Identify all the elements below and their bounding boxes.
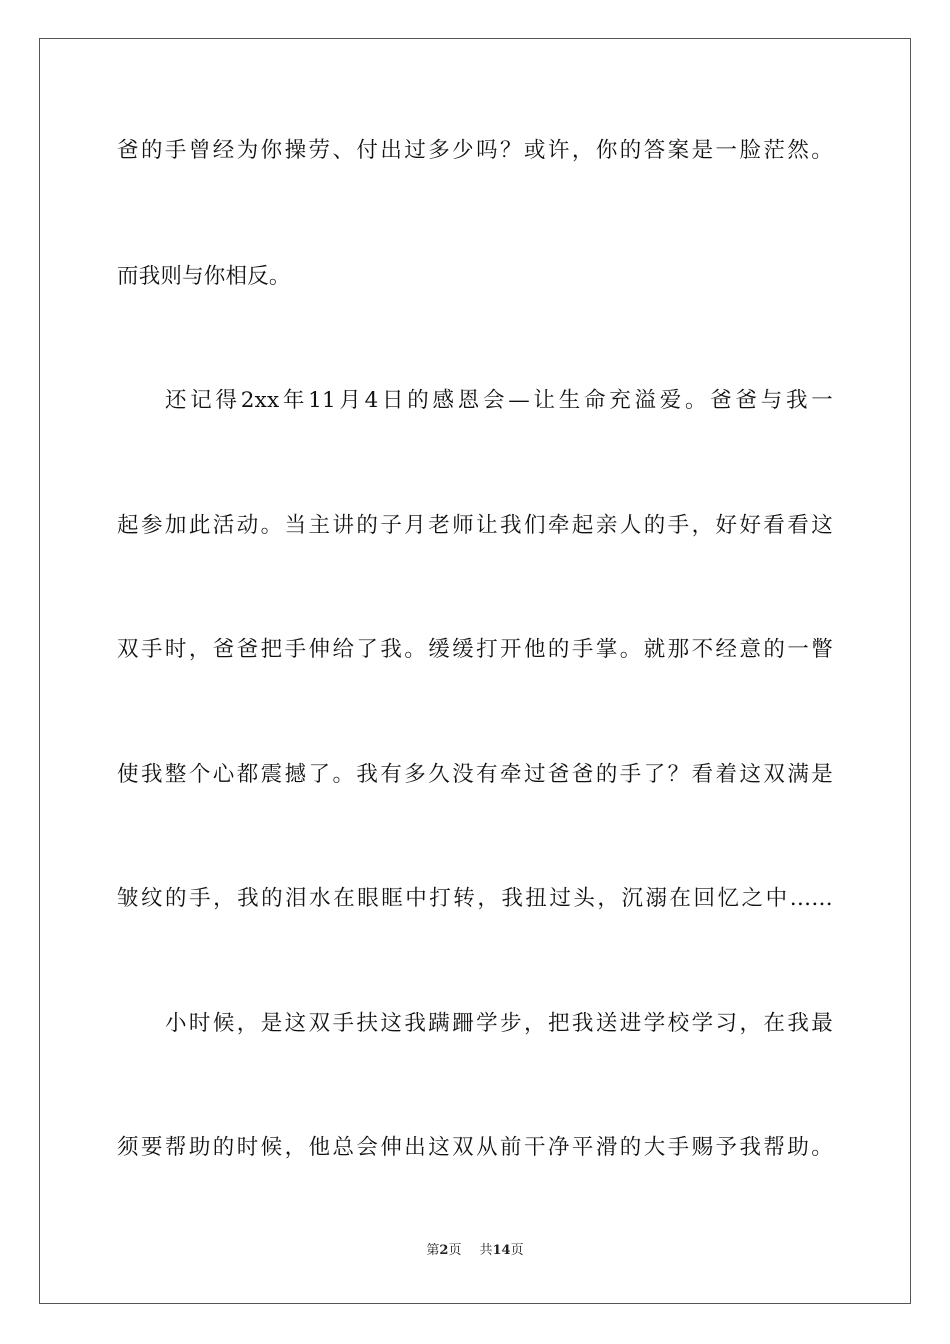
body-text-line: 起参加此活动。当主讲的子月老师让我们牵起亲人的手，好好看看这 xyxy=(117,513,833,538)
page-footer xyxy=(0,1242,950,1260)
page-label-prefix: 第 xyxy=(426,1243,440,1258)
total-label-suffix: 页 xyxy=(510,1243,524,1258)
body-text-line: 须要帮助的时候，他总会伸出这双从前干净平滑的大手赐予我帮助。 xyxy=(117,1135,833,1160)
body-text-line: 皱纹的手，我的泪水在眼眶中打转，我扭过头，沉溺在回忆之中…… xyxy=(117,886,833,911)
page-number: 2 xyxy=(439,1243,449,1258)
paragraph-first-line: 小时候，是这双手扶这我蹒跚学步，把我送进学校学习，在我最 xyxy=(165,1011,833,1036)
page-label-suffix: 页 xyxy=(448,1243,462,1258)
total-pages: 14 xyxy=(492,1243,511,1258)
body-text-line: 双手时，爸爸把手伸给了我。缓缓打开他的手掌。就那不经意的一瞥 xyxy=(117,637,833,662)
total-label-prefix: 共 xyxy=(479,1243,493,1258)
paragraph-first-line: 还记得2xx年11月4日的感恩会—让生命充溢爱。爸爸与我一 xyxy=(165,388,833,413)
page-border xyxy=(39,38,911,1304)
body-text-line: 爸的手曾经为你操劳、付出过多少吗？或许，你的答案是一脸茫然。 xyxy=(117,138,833,163)
body-text-line: 而我则与你相反。 xyxy=(117,264,291,289)
body-text-line: 使我整个心都震撼了。我有多久没有牵过爸爸的手了？看着这双满是 xyxy=(117,762,833,787)
